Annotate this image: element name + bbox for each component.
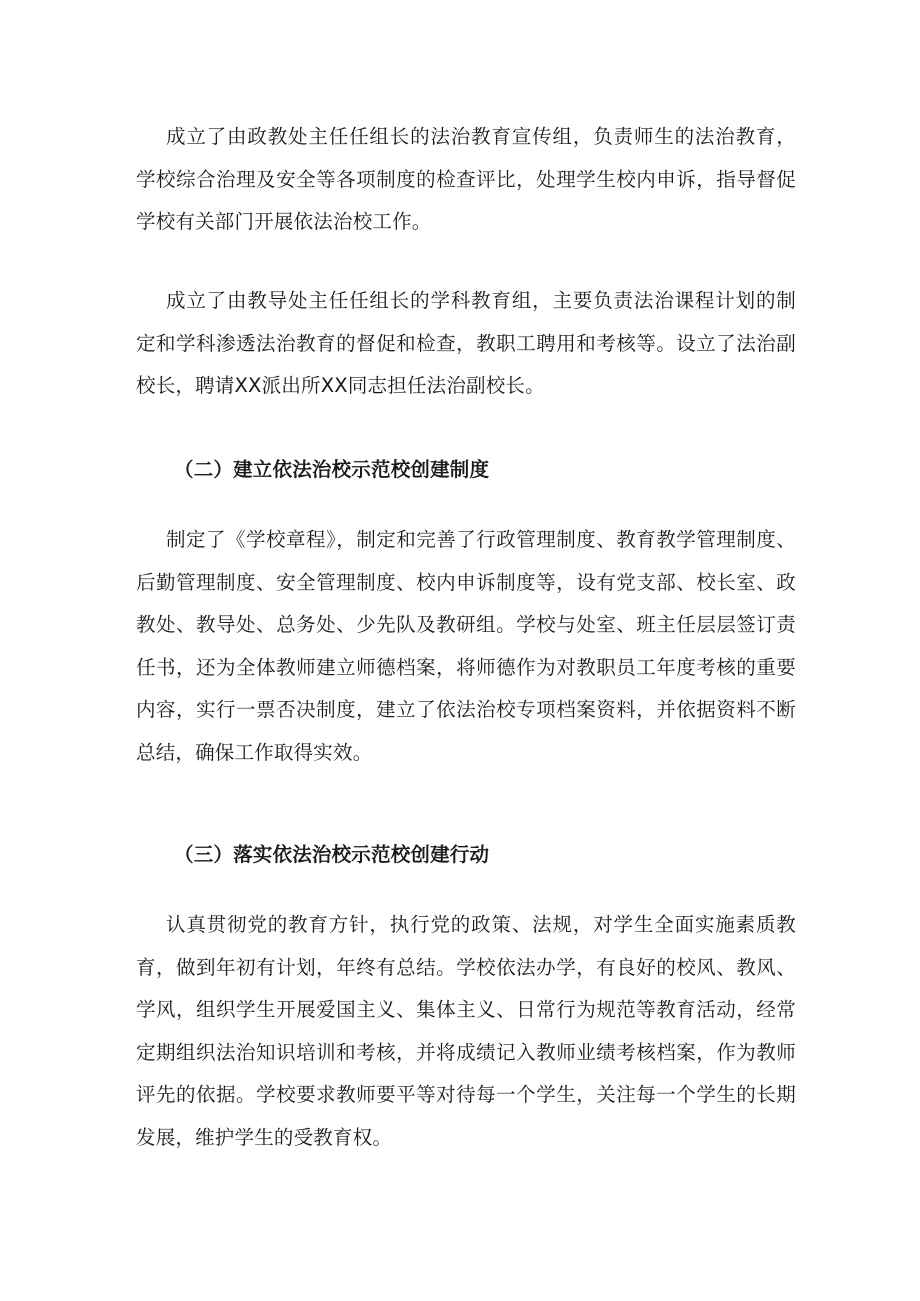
paragraph-propaganda-group: 成立了由政教处主任任组长的法治教育宣传组，负责师生的法治教育，学校综合治理及安全等各项制度的检查评比，处理学生校内申诉，指导督促学校有关部门开展依法治校工作。 <box>136 125 796 233</box>
section-heading-system: （二）建立依法治校示范校创建制度 <box>174 458 490 481</box>
paragraph-implementation: 认真贯彻党的教育方针，执行党的政策、法规，对学生全面实施素质教育，做到年初有计划，年终有总结。学校依法办学，有良好的校风、教风、学风，组织学生开展爱国主义、集体主义、日常行为规范等教育活动，经常定期组织法治知识培训和考核，并将成绩记入教师业绩考核档案，作为教师评先的依据。学校要求教师要平等对待每一个学生，关注每一个学生的长期发展，维护学生的受教育权。 <box>136 913 796 1149</box>
section-heading-action: （三）落实依法治校示范校创建行动 <box>174 843 490 866</box>
paragraph-regulations: 制定了《学校章程》，制定和完善了行政管理制度、教育教学管理制度、后勤管理制度、安全管理制度、校内申诉制度等，设有党支部、校长室、政教处、教导处、总务处、少先队及教研组。学校与处室、班主任层层签订责任书，还为全体教师建立师德档案，将师德作为对教职员工年度考核的重要内容，实行一票否决制度，建立了依法治校专项档案资料，并依据资料不断总结，确保工作取得实效。 <box>136 528 796 764</box>
paragraph-subject-education-group: 成立了由教导处主任任组长的学科教育组，主要负责法治课程计划的制定和学科渗透法治教育的督促和检查，教职工聘用和考核等。设立了法治副校长，聘请XX派出所XX同志担任法治副校长。 <box>136 289 796 397</box>
